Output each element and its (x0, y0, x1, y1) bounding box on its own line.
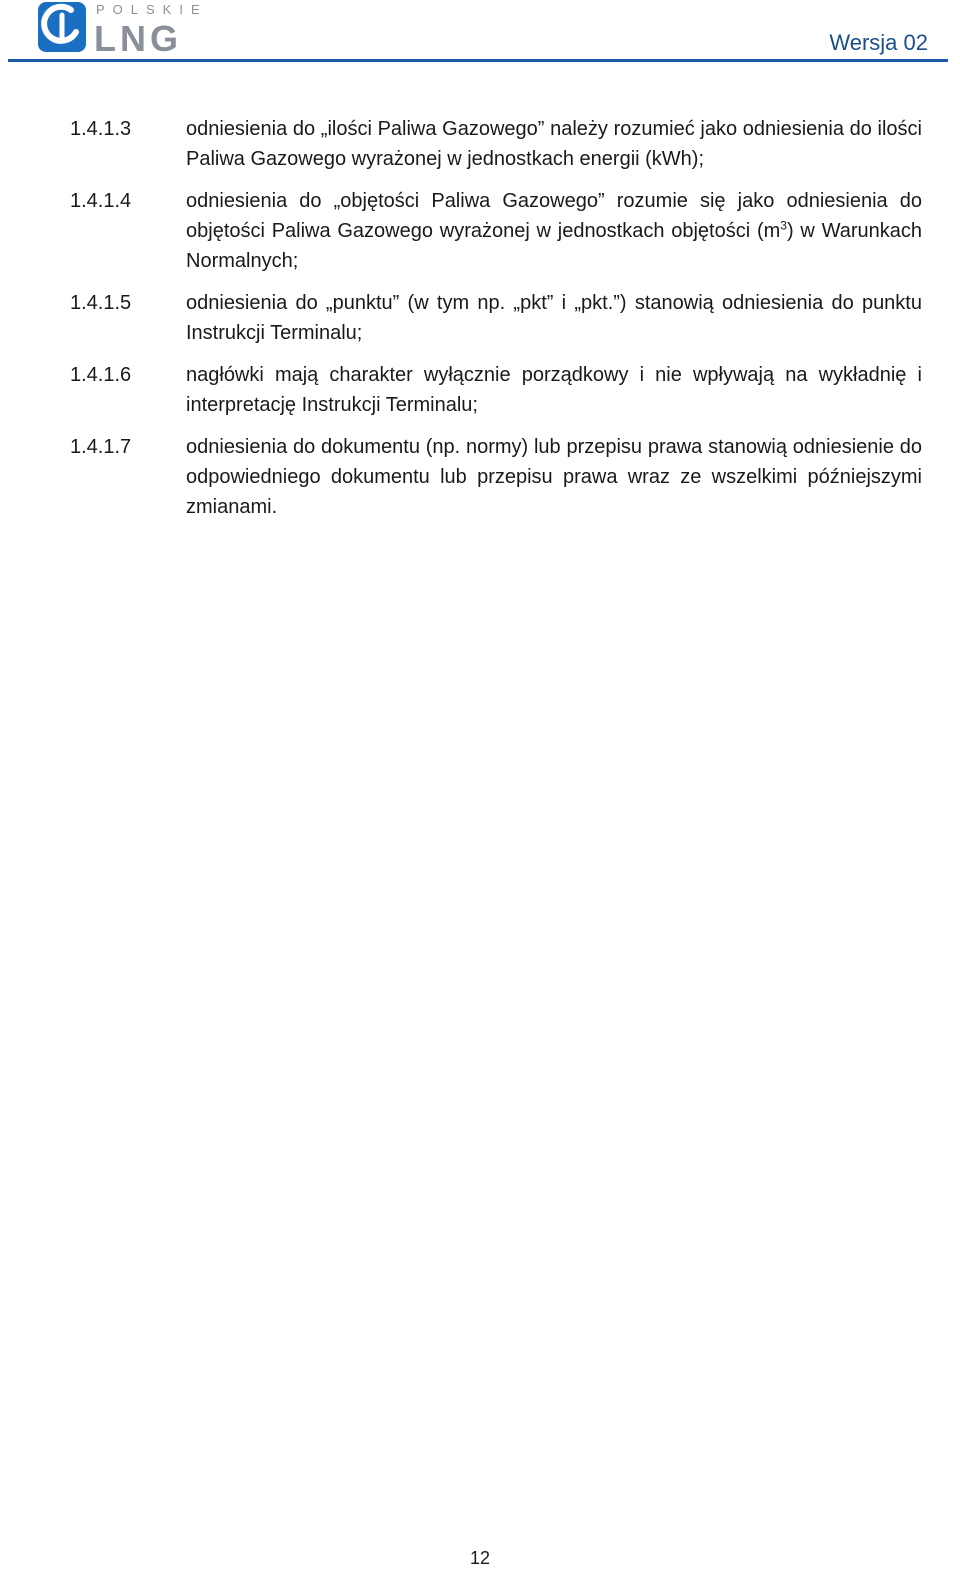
page-header (0, 0, 960, 64)
item-text: odniesienia do „ilości Paliwa Gazowego” należy rozumieć jako odniesienia do ilości Paliwa Gazowego wyrażonej w jednostkach energii (kWh); (186, 118, 922, 170)
list-item (70, 360, 922, 420)
polskie-lng-logo (38, 2, 233, 54)
page-number: 12 (469, 1548, 491, 1568)
document-version: Wersja 02 (829, 30, 928, 55)
header-rule (8, 59, 948, 62)
item-number: 1.4.1.3 (70, 118, 132, 140)
list-item (70, 288, 922, 348)
item-number: 1.4.1.7 (70, 436, 132, 458)
list-item (70, 432, 922, 522)
list-item (70, 186, 922, 276)
item-text: odniesienia do dokumentu (np. normy) lub przepisu prawa stanowią odniesienie do odpowiedniego dokumentu lub przepisu prawa wraz ze wszelkimi późniejszymi zmianami. (186, 436, 922, 518)
item-text: nagłówki mają charakter wyłącznie porządkowy i nie wpływają na wykładnię i interpretację Instrukcji Terminalu; (186, 364, 922, 416)
item-number: 1.4.1.4 (70, 190, 132, 212)
document-body (70, 114, 922, 534)
item-number: 1.4.1.6 (70, 364, 132, 386)
item-text-part: ) w Warunkach Normalnych; (186, 220, 922, 272)
list-item (70, 114, 922, 174)
item-text (186, 186, 922, 276)
item-text: odniesienia do „punktu” (w tym np. „pkt” i „pkt.”) stanowią odniesienia do punktu Instrukcji Terminalu; (186, 292, 922, 344)
logo-brand-main: LNG (94, 18, 182, 54)
item-text-part: odniesienia do „objętości Paliwa Gazowego” rozumie się jako odniesienia do objętości Paliwa Gazowego wyrażonej w jednostkach objętości (m (186, 190, 922, 242)
item-number: 1.4.1.5 (70, 292, 132, 314)
logo-brand-top: POLSKIE (96, 2, 208, 17)
superscript: 3 (780, 218, 787, 233)
